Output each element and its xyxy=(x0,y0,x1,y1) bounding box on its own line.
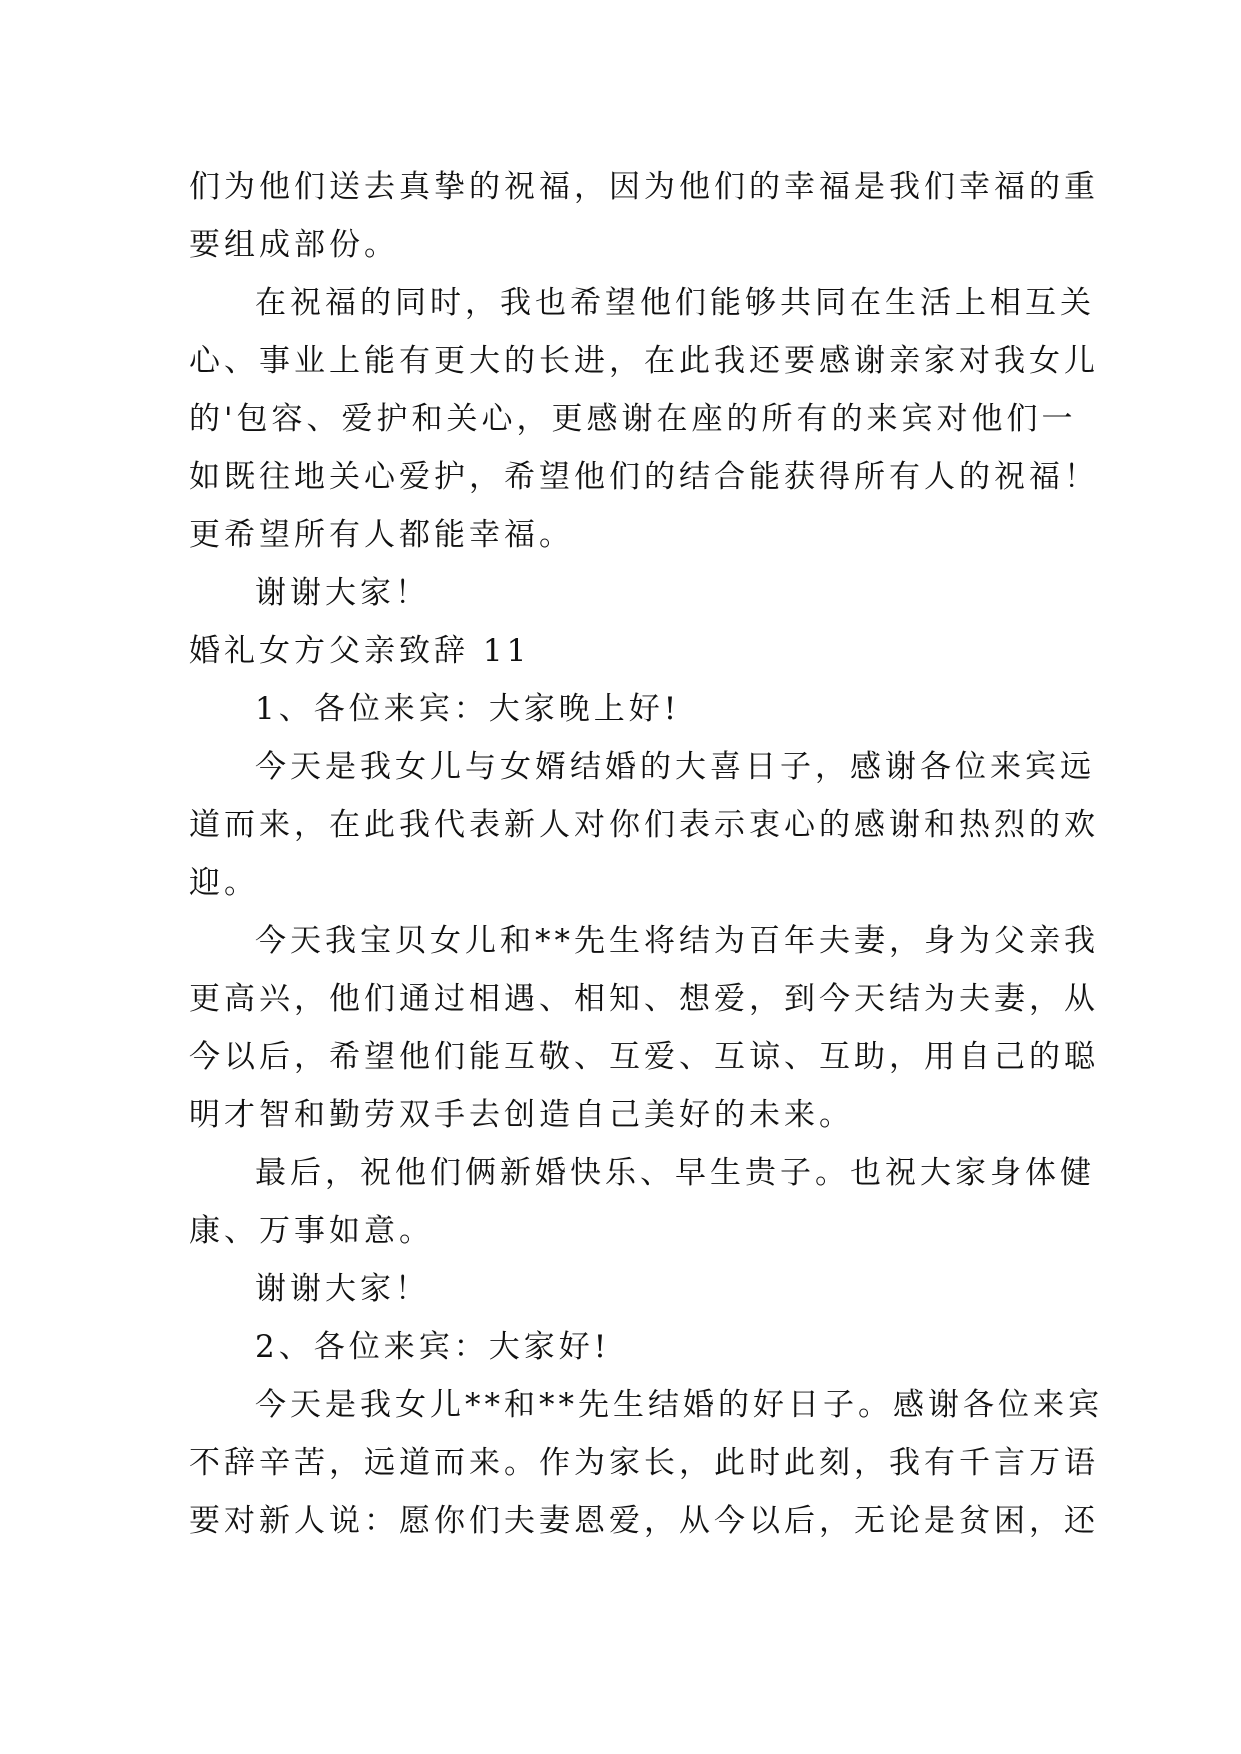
text-line: 今天是我女儿与女婿结婚的大喜日子，感谢各位来宾远 xyxy=(255,749,1095,785)
text-line: 今天我宝贝女儿和**先生将结为百年夫妻，身为父亲我 xyxy=(255,923,1099,959)
text-line: 最后，祝他们俩新婚快乐、早生贵子。也祝大家身体健 xyxy=(255,1155,1095,1191)
text-line: 今天是我女儿**和**先生结婚的好日子。感谢各位来宾 xyxy=(255,1387,1103,1423)
text-line: 今以后，希望他们能互敬、互爱、互谅、互助，用自己的聪 xyxy=(189,1039,1099,1075)
text-line: 迎。 xyxy=(189,865,259,901)
text-line: 1、各位来宾：大家晚上好! xyxy=(255,691,681,727)
text-line: 心、事业上能有更大的长进，在此我还要感谢亲家对我女儿 xyxy=(189,343,1099,379)
text-line: 更高兴，他们通过相遇、相知、想爱，到今天结为夫妻，从 xyxy=(189,981,1099,1017)
text-line: 谢谢大家！ xyxy=(255,575,430,611)
document-body xyxy=(189,158,1103,1550)
text-line: 不辞辛苦，远道而来。作为家长，此时此刻，我有千言万语 xyxy=(189,1445,1099,1481)
text-line: 要组成部份。 xyxy=(189,227,399,263)
text-line: 的'包容、爱护和关心，更感谢在座的所有的来宾对他们一 xyxy=(189,401,1077,437)
text-line: 明才智和勤劳双手去创造自己美好的未来。 xyxy=(189,1097,854,1133)
text-line: 2、各位来宾：大家好! xyxy=(255,1329,611,1365)
text-line: 康、万事如意。 xyxy=(189,1213,434,1249)
text-line: 道而来，在此我代表新人对你们表示衷心的感谢和热烈的欢 xyxy=(189,807,1099,843)
text-line: 更希望所有人都能幸福。 xyxy=(189,517,574,553)
text-line: 在祝福的同时，我也希望他们能够共同在生活上相互关 xyxy=(255,285,1095,321)
section-heading: 婚礼女方父亲致辞 11 xyxy=(189,633,531,669)
text-line: 谢谢大家！ xyxy=(255,1271,430,1307)
text-line: 们为他们送去真挚的祝福，因为他们的幸福是我们幸福的重 xyxy=(189,169,1099,205)
text-line: 要对新人说：愿你们夫妻恩爱，从今以后，无论是贫困，还 xyxy=(189,1503,1099,1539)
text-line: 如既往地关心爱护，希望他们的结合能获得所有人的祝福！ xyxy=(189,459,1099,495)
